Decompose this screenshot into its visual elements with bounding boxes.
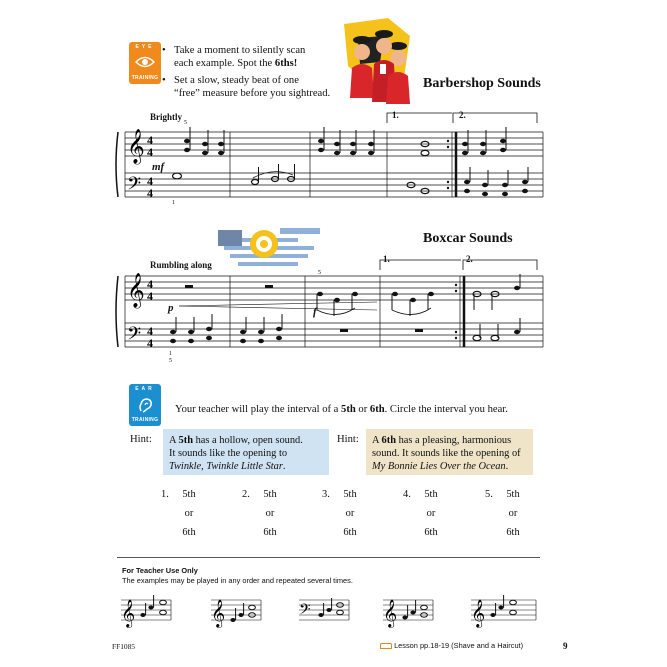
hint-label-1: Hint:: [130, 434, 152, 445]
example2-finger-bottom-a: 1: [169, 351, 172, 357]
answer-5th[interactable]: 5th: [506, 489, 520, 500]
example1-dynamic: mf: [152, 161, 165, 173]
badge-bottom-label: TRAINING: [131, 417, 159, 423]
example2-dynamic-p: p: [168, 302, 174, 314]
example1-ending1: 1.: [392, 110, 399, 120]
teacher-examples-staves: [121, 590, 546, 628]
answer-6th[interactable]: 6th: [263, 527, 277, 538]
svg-text:𝄞: 𝄞: [121, 599, 136, 627]
hint-box-6th: A 6th has a pleasing, harmonious sound. It sounds like the opening of My Bonnie Lies Over the Ocean.: [366, 429, 533, 475]
answer-5th[interactable]: 5th: [343, 489, 357, 500]
example1-finger-bottom: 1: [172, 200, 175, 206]
eye-training-badge: [129, 42, 161, 84]
example2-finger-top: 5: [318, 270, 321, 276]
svg-text:4: 4: [147, 324, 153, 338]
eye-icon: [135, 55, 155, 69]
barbershop-quartet-illustration: [338, 18, 422, 106]
answer-number: 2.: [242, 489, 250, 500]
answer-number: 1.: [161, 489, 169, 500]
example1-grand-staff: [115, 105, 545, 205]
svg-text:𝄞: 𝄞: [383, 599, 398, 627]
svg-text:𝄞: 𝄞: [127, 129, 145, 164]
svg-text:𝄞: 𝄞: [471, 599, 486, 627]
page-number: 9: [563, 641, 568, 651]
answer-or: or: [265, 508, 275, 519]
bullet-2: • Set a slow, steady beat of one “free” measure before you sightread.: [162, 75, 331, 99]
answer-or: or: [426, 508, 436, 519]
example2-finger-bottom-b: 5: [169, 358, 172, 364]
svg-text:𝄞: 𝄞: [127, 273, 145, 308]
answer-6th[interactable]: 6th: [182, 527, 196, 538]
svg-text:𝄢: 𝄢: [299, 601, 311, 622]
example2-title: Boxcar Sounds: [423, 231, 513, 246]
section-divider: [117, 557, 540, 558]
example1-finger-top: 5: [184, 120, 187, 126]
example1-tempo: Brightly: [150, 112, 183, 122]
answer-number: 5.: [485, 489, 493, 500]
example2-ending2: 2.: [466, 254, 473, 264]
bullet-dot-icon: •: [162, 45, 166, 56]
footer-code: FF1085: [112, 642, 136, 651]
svg-text:𝄞: 𝄞: [211, 599, 226, 627]
hint-label-2: Hint:: [337, 434, 359, 445]
svg-text:4: 4: [147, 174, 153, 188]
ear-icon: [135, 397, 155, 413]
example1-title: Barbershop Sounds: [423, 76, 541, 91]
footer-lesson-reference: Lesson pp.18-19 (Shave and a Haircut): [380, 641, 523, 650]
answer-or: or: [184, 508, 194, 519]
svg-text:4: 4: [147, 336, 153, 350]
example2-dynamic-f: f: [313, 306, 317, 318]
svg-text:4: 4: [147, 145, 153, 159]
ear-training-badge: [129, 384, 161, 426]
answer-6th[interactable]: 6th: [506, 527, 520, 538]
svg-text:4: 4: [147, 289, 153, 303]
example2-grand-staff: [115, 250, 545, 356]
answer-5th[interactable]: 5th: [263, 489, 277, 500]
svg-text:4: 4: [147, 133, 153, 147]
answer-number: 4.: [403, 489, 411, 500]
answer-number: 3.: [322, 489, 330, 500]
answer-5th[interactable]: 5th: [182, 489, 196, 500]
book-icon: [380, 643, 392, 649]
teacher-heading: For Teacher Use Only: [122, 566, 198, 575]
badge-top-label: EAR: [135, 386, 155, 392]
svg-text:4: 4: [147, 277, 153, 291]
svg-text:𝄢: 𝄢: [127, 174, 142, 199]
bullet-1: • Take a moment to silently scan each example. Spot the 6ths!: [162, 45, 306, 69]
badge-top-label: EYE: [135, 44, 155, 50]
svg-text:4: 4: [147, 186, 153, 200]
hint-box-5th: A 5th has a hollow, open sound. It sounds like the opening to Twinkle, Twinkle Little Star.: [163, 429, 329, 475]
answer-5th[interactable]: 5th: [424, 489, 438, 500]
example1-ending2: 2.: [459, 110, 466, 120]
ear-training-instruction: Your teacher will play the interval of a 5th or 6th. Circle the interval you hear.: [175, 404, 508, 415]
answer-or: or: [508, 508, 518, 519]
teacher-note: The examples may be played in any order and repeated several times.: [122, 576, 353, 585]
bullet-dot-icon: •: [162, 75, 166, 86]
badge-bottom-label: TRAINING: [131, 75, 159, 81]
example2-ending1: 1.: [383, 254, 390, 264]
svg-text:𝄢: 𝄢: [127, 324, 142, 349]
answer-6th[interactable]: 6th: [424, 527, 438, 538]
example2-tempo: Rumbling along: [150, 260, 212, 270]
answer-6th[interactable]: 6th: [343, 527, 357, 538]
answer-or: or: [345, 508, 355, 519]
